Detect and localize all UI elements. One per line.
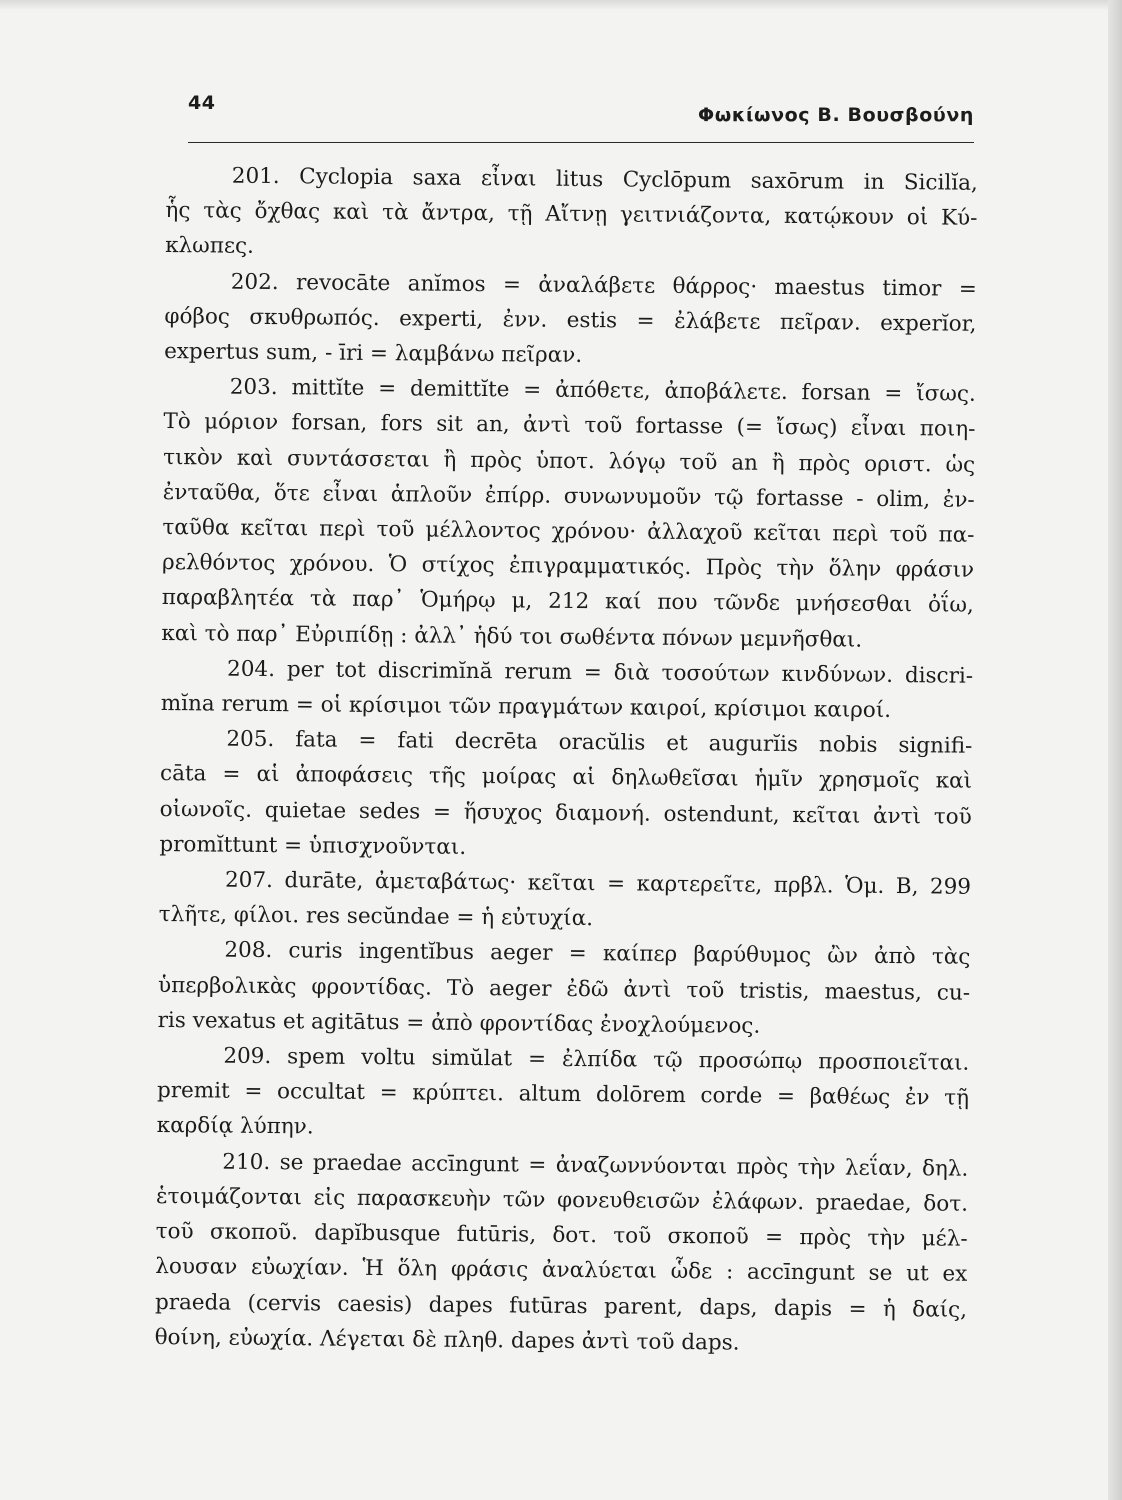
paragraph-first-line: 202. revocāte anĭmos = ἀναλάβετε θάρρος· maestus timor = <box>230 269 977 302</box>
paragraph-line: τλῆτε, φίλοι. res secŭndae = ἡ εὐτυχία. <box>158 902 594 932</box>
commentary-paragraph <box>155 1144 969 1363</box>
paragraph-line: ταῦθα κεῖται περὶ τοῦ μέλλοντος χρόνου· ἀλλαχοῦ κεῖται περὶ τοῦ πα- <box>162 515 975 548</box>
paragraph-first-line: 203. mittĭte = demittĭte = ἀπόθετε, ἀποβάλετε. forsan = ἴσως. <box>229 374 976 408</box>
paragraph-line: καὶ τὸ παρ᾽ Εὐριπίδῃ : ἀλλ᾽ ἡδύ τοι σωθέντα πόνων μεμνῆσθαι. <box>161 620 863 653</box>
page-number: 44 <box>188 92 216 114</box>
paragraph-line: φόβος σκυθρωπός. experti, ἐνν. estis = ἐλάβετε πεῖραν. experĭor, <box>164 303 977 337</box>
paragraph-line: τοῦ σκοποῦ. dapĭbusque futūris, δοτ. τοῦ σκοποῦ = πρὸς τὴν μέλ- <box>155 1219 968 1252</box>
page-header <box>188 92 974 142</box>
page-top-shadow <box>0 0 1122 10</box>
paragraph-line: cāta = αἱ ἀποφάσεις τῆς μοίρας αἱ δηλωθεῖσαι ἡμῖν χρησμοῖς καὶ <box>159 761 973 795</box>
paragraph-line: mĭna rerum = οἱ κρίσιμοι τῶν πραγμάτων καιροί, κρίσιμοι καιροί. <box>160 691 892 724</box>
paragraph-line: praeda (cervis caesis) dapes futūras parent, daps, dapis = ἡ δαίς, <box>154 1289 968 1323</box>
paragraph-first-line: 201. Cyclopia saxa εἶναι litus Cyclōpum saxōrum in Sicilĭa, <box>231 163 978 196</box>
paragraph-line: θοίνη, εὐωχία. Λέγεται δὲ πληθ. dapes ἀντὶ τοῦ daps. <box>154 1324 740 1356</box>
paragraph-line: κλωπες. <box>165 233 255 260</box>
commentary-paragraph <box>165 158 978 271</box>
commentary-paragraph <box>161 651 974 729</box>
paragraph-line: Τὸ μόριον forsan, fors sit an, ἀντὶ τοῦ fortasse (= ἴσως) εἶναι ποιη- <box>163 409 976 443</box>
commentary-paragraph <box>157 1038 970 1151</box>
paragraph-first-line: 208. curis ingentĭbus aeger = καίπερ βαρύθυμος ὢν ἀπὸ τὰς <box>224 938 971 971</box>
paragraph-line: οἰωνοῖς. quietae sedes = ἥσυχος διαμονή. ostendunt, κεῖται ἀντὶ τοῦ <box>159 796 972 830</box>
commentary-paragraph <box>158 932 971 1045</box>
commentary-paragraph <box>161 369 976 658</box>
paragraph-line: λουσαν εὐωχίαν. Ἡ ὅλη φράσις ἀναλύεται ὧδε : accīngunt se ut ex <box>155 1254 968 1288</box>
paragraph-line: promĭttunt = ὑπισχνοῦνται. <box>159 831 467 860</box>
paragraph-first-line: 210. se praedae accīngunt = ἀναζωννύονται πρὸς τὴν λεΐαν, δηλ. <box>222 1149 969 1182</box>
commentary-body <box>155 158 978 1363</box>
page-edge-shadow <box>1108 0 1122 1500</box>
paragraph-line: ὑπερβολικὰς φροντίδας. Τὸ aeger ἐδῶ ἀντὶ τοῦ tristis, maestus, cu- <box>157 972 971 1006</box>
commentary-paragraph <box>159 862 972 940</box>
paragraph-line: παραβλητέα τὰ παρ᾽ Ὁμήρῳ μ, 212 καί που τῶνδε μνήσεσθαι ὀΐω, <box>161 585 974 619</box>
paragraph-line: τικὸν καὶ συντάσσεται ἢ πρὸς ὑποτ. λόγῳ τοῦ an ἢ πρὸς οριστ. ὡς <box>163 444 976 478</box>
paragraph-first-line: 204. per tot discrimĭnă rerum = διὰ τοσούτων κινδύνων. discri- <box>226 656 974 689</box>
commentary-paragraph <box>164 264 977 377</box>
paragraph-line: ἑτοιμάζονται εἰς παρασκευὴν τῶν φονευθεισῶν ἐλάφων. praedae, δοτ. <box>155 1183 969 1217</box>
paragraph-line: καρδίᾳ λύπην. <box>156 1113 314 1140</box>
paragraph-line: ἐνταῦθα, ὅτε εἶναι ἁπλοῦν ἐπίρρ. συνωνυμοῦν τῷ fortasse - olim, ἐν- <box>162 479 975 513</box>
paragraph-line: ρελθόντος χρόνου. Ὁ στίχος ἐπιγραμματικός. Πρὸς τὴν ὅλην φράσιν <box>161 550 975 584</box>
running-head: Φωκίωνος Β. Βουσβούνη <box>698 104 974 126</box>
paragraph-line: ἧς τὰς ὄχθας καὶ τὰ ἄντρα, τῇ Αἴτνῃ γειτνιάζοντα, κατῴκουν οἱ Κύ- <box>165 198 978 231</box>
paragraph-line: premit = occultat = κρύπτει. altum dolōrem corde = βαθέως ἐν τῇ <box>156 1078 970 1112</box>
paragraph-line: ris vexatus et agitātus = ἀπὸ φροντίδας ἐνοχλούμενος. <box>157 1007 761 1039</box>
paragraph-first-line: 209. spem voltu simŭlat = ἐλπίδα τῷ προσώπῳ προσποιεῖται. <box>223 1043 970 1076</box>
paragraph-line: expertus sum, - īri = λαμβάνω πεῖραν. <box>164 339 583 369</box>
paragraph-first-line: 205. fata = fati decrēta oracŭlis et augurĭis nobis signifi- <box>226 726 973 760</box>
commentary-paragraph <box>159 721 972 870</box>
paragraph-first-line: 207. durāte, ἀμεταβάτως· κεῖται = καρτερεῖτε, πρβλ. Ὁμ. Β, 299 <box>224 867 972 900</box>
header-rule <box>188 142 974 143</box>
